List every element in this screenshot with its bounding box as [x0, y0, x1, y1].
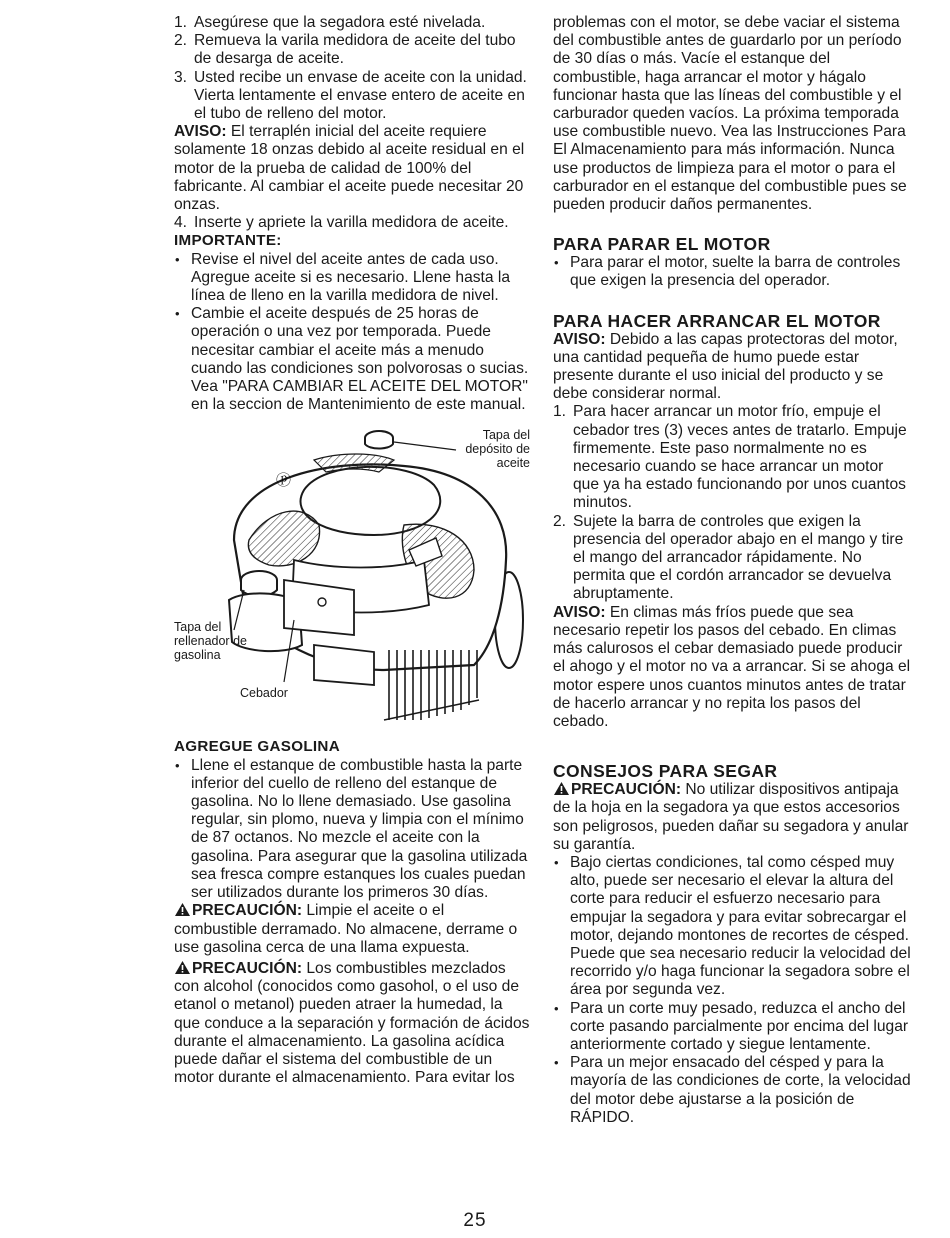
warning-triangle-icon — [174, 902, 191, 917]
consejos-heading: CONSEJOS PARA SEGAR — [553, 761, 778, 782]
step-item: 2. Remueva la varila medidora de aceite del tubo de desarga de aceite. — [174, 32, 516, 68]
left-column — [174, 14, 530, 1087]
step-item: 1. Para hacer arrancar un motor frío, empuje el cebador tres (3) veces antes de tratarlo. Empuje firmemente. Este paso normalmente no es necesario cuando se hace arrancar un motor que ya ha estado funcionando por unos cuantos minutos. — [553, 403, 907, 512]
list-item: • Revise el nivel del aceite antes de cada uso. Agregue aceite si es necesario. Llene hasta la línea de lleno en la varilla medidora de nivel. — [174, 251, 530, 306]
step-item: 4. Inserte y apriete la varilla medidora de aceite. — [174, 214, 509, 232]
engine-drawing — [174, 430, 530, 730]
list-item: • Para un mejor ensacado del césped y para la mayoría de las condiciones de corte, la velocidad del motor debe ajustarse a la posición de RÁPIDO. — [553, 1054, 913, 1127]
step-item: 3. Usted recibe un envase de aceite con la unidad. Vierta lentamente el envase entero de aceite en el tubo de relleno del motor. — [174, 68, 527, 123]
list-item: • Para un corte muy pesado, reduzca el ancho del corte pasando parcialmente por encima del lugar anteriormente cortado y siegue lentamente. — [553, 1000, 913, 1055]
list-item: • Para parar el motor, suelte la barra de controles que exigen la presencia del operador. — [553, 254, 913, 290]
list-item: • Bajo ciertas condiciones, tal como césped muy alto, puede ser necesario el elevar la altura del corte para reducir el esfuerzo necesario para empujar la segadora y para evitar sobrecargar el motor, dejando montones de recortes de césped. Puede que sea necesario reducir la velocidad del recorrido y/o haga funcionar la segadora sobre el área por segunda vez. — [553, 854, 913, 1000]
arrancar-heading: PARA HACER ARRANCAR EL MOTOR — [553, 310, 881, 331]
importante-heading: IMPORTANTE: — [174, 232, 282, 250]
fuel-cap-label: Tapa del rellenador de gasolina — [174, 620, 247, 663]
list-item: • Cambie el aceite después de 25 horas de operación o una vez por temporada. Puede necesitar cambiar el aceite más a menudo cuando las condiciones son polvorosas o sucias. Vea "PARA CAMBIAR EL ACEITE DEL MOTOR" en la seccion de Mantenimiento de este manual. — [174, 305, 530, 414]
parar-heading: PARA PARAR EL MOTOR — [553, 234, 771, 255]
aviso-paragraph: AVISO: En climas más fríos puede que sea necesario repetir los pasos del cebado. En climas más calurosos el cebar demasiado puede producir el ahogo y el motor no va a arrancar. Si se ahoga el motor espere unos cuantos minutos antes de tratar de hacerlo arrancar y no repita los pasos del cebado. — [553, 603, 911, 730]
aviso-paragraph: AVISO: El terraplén inicial del aceite requiere solamente 18 onzas debido al aceite residual en el motor de la prueba de calidad de 100% del fabricante. Al cambiar el aceite puede necesitar 20 onzas. — [174, 123, 525, 214]
consejos-list — [553, 854, 913, 1127]
step-item: 1. Asegúrese que la segadora esté nivelada. — [174, 14, 486, 31]
continuation-paragraph: problemas con el motor, se debe vaciar el sistema del combustible antes de guardarlo por un período de 30 días o más. Vacíe el estanque del combustible, haga arrancar el motor y hágalo funcionar hasta que las líneas del combustible y el carburador queden vacíos. La próxima temporada use combustible nuevo. Vea las Instrucciones Para El Almacenamiento para más información. Nunca use productos de limpieza para el motor o para el carburador en el estanque del combustible pues se pueden producir daños permanentes. — [553, 14, 907, 214]
engine-illustration — [174, 430, 530, 730]
agregue-list — [174, 757, 530, 903]
agregue-heading: AGREGUE GASOLINA — [174, 738, 340, 756]
oil-cap-label: Tapa del depósito de aceite — [465, 428, 530, 471]
list-item: • Llene el estanque de combustible hasta la parte inferior del cuello de relleno del estanque de gasolina. No lo llene demasiado. Use gasolina regular, sin plomo, nueva y limpia con el mínimo de 87 octanos. No mezcle el aceite con la gasolina. Para asegurar que la gasolina utilizada sea fresca compre estanques los cuales puedan ser utilizados durante los primeros 30 días. — [174, 757, 530, 903]
primer-label: Cebador — [240, 686, 288, 701]
oil-step-4 — [174, 214, 530, 232]
svg-text:ⓟ: ⓟ — [276, 471, 292, 490]
warning-triangle-icon — [174, 960, 191, 975]
step-item: 2. Sujete la barra de controles que exigen la presencia del operador abajo en el mango y tire el mango del arrancador rápidamente. No permita que el cordón arrancador se devuelva abruptamente. — [553, 512, 904, 603]
aviso-paragraph: AVISO: Debido a las capas protectoras del motor, una cantidad pequeña de humo puede estar presente durante el uso inicial del producto y se debe considerar normal. — [553, 330, 898, 403]
page-number: 25 — [463, 1210, 487, 1231]
precaucion-paragraph: PRECAUCIÓN: Los combustibles mezclados con alcohol (conocidos como gasohol, o el uso de etanol o metanol) pueden atraer la humedad, la que conduce a la separación y formación de ácidos durante el almacenamiento. La gasolina acídica puede dañar el sistema del combustible de un motor durante el almacenamiento. Para evitar los — [174, 959, 530, 1087]
right-column — [553, 14, 913, 1127]
importante-list — [174, 251, 530, 415]
oil-steps-list — [174, 14, 530, 123]
warning-triangle-icon — [553, 781, 570, 796]
precaucion-paragraph: PRECAUCIÓN: No utilizar dispositivos antipaja de la hoja en la segadora ya que estos accesorios son peligrosos, pueden dañar su segadora y anular su garantía. — [553, 781, 909, 853]
precaucion-paragraph: PRECAUCIÓN: Limpie el aceite o el combustible derramado. No almacene, derrame o use gasolina cerca de una llama expuesta. — [174, 902, 518, 956]
parar-list — [553, 254, 913, 290]
arrancar-steps-list — [553, 403, 913, 603]
